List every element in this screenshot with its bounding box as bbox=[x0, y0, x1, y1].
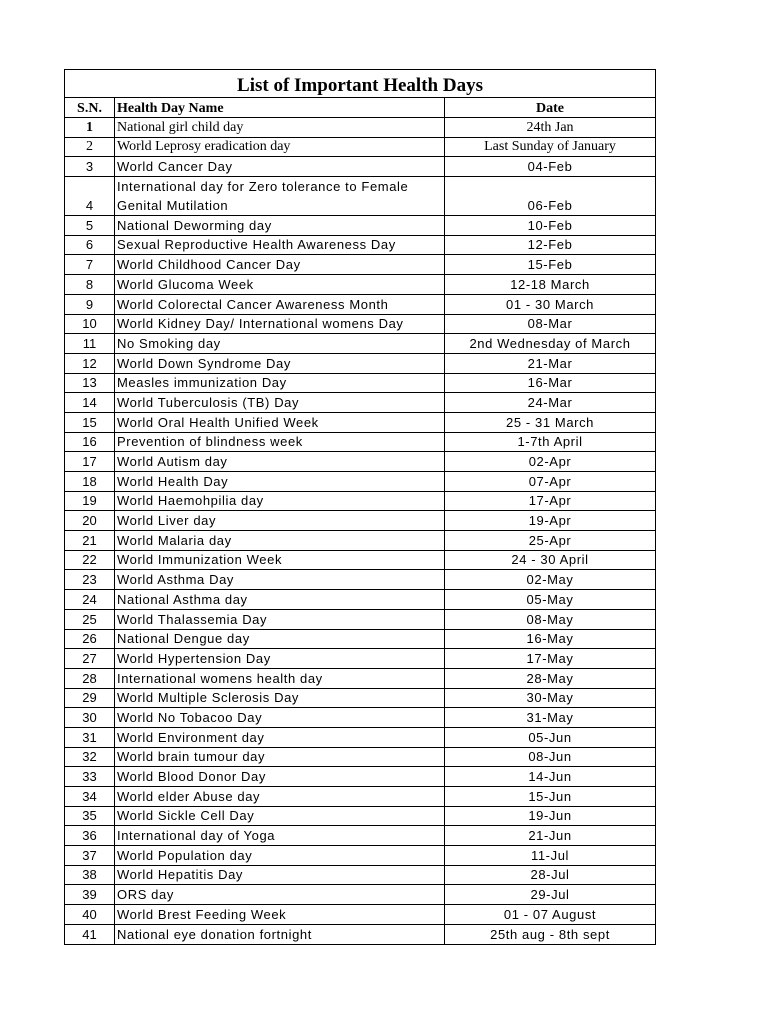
row-health-day-name: National Deworming day bbox=[115, 216, 445, 236]
table-row bbox=[65, 649, 656, 669]
row-health-day-name: National Dengue day bbox=[115, 629, 445, 649]
row-date: 17-May bbox=[445, 649, 656, 669]
table-row bbox=[65, 787, 656, 807]
row-date: 14-Jun bbox=[445, 767, 656, 787]
row-health-day-name: World Haemohpilia day bbox=[115, 491, 445, 511]
row-date: 30-May bbox=[445, 688, 656, 708]
row-sn: 40 bbox=[65, 905, 115, 925]
table-row bbox=[65, 157, 656, 177]
table-row bbox=[65, 118, 656, 138]
row-date: 06-Feb bbox=[445, 177, 656, 216]
row-sn: 14 bbox=[65, 393, 115, 413]
table-row bbox=[65, 531, 656, 551]
header-sn: S.N. bbox=[65, 98, 115, 118]
row-sn: 6 bbox=[65, 235, 115, 255]
row-date: 24th Jan bbox=[445, 118, 656, 138]
row-sn: 5 bbox=[65, 216, 115, 236]
row-sn: 15 bbox=[65, 412, 115, 432]
row-health-day-name: World Tuberculosis (TB) Day bbox=[115, 393, 445, 413]
row-date: 1-7th April bbox=[445, 432, 656, 452]
row-date: 16-May bbox=[445, 629, 656, 649]
row-sn: 38 bbox=[65, 865, 115, 885]
row-health-day-name: World Glucoma Week bbox=[115, 275, 445, 295]
row-date: 08-Mar bbox=[445, 314, 656, 334]
row-health-day-name: World Malaria day bbox=[115, 531, 445, 551]
row-sn: 9 bbox=[65, 294, 115, 314]
row-health-day-name: World brain tumour day bbox=[115, 747, 445, 767]
row-date: 12-Feb bbox=[445, 235, 656, 255]
row-sn: 24 bbox=[65, 590, 115, 610]
row-date: 31-May bbox=[445, 708, 656, 728]
row-sn: 41 bbox=[65, 924, 115, 944]
row-sn: 16 bbox=[65, 432, 115, 452]
table-row bbox=[65, 727, 656, 747]
row-date: 2nd Wednesday of March bbox=[445, 334, 656, 354]
table-row bbox=[65, 570, 656, 590]
table-row bbox=[65, 432, 656, 452]
table-row bbox=[65, 353, 656, 373]
table-row bbox=[65, 275, 656, 295]
row-health-day-name: World Multiple Sclerosis Day bbox=[115, 688, 445, 708]
row-sn: 20 bbox=[65, 511, 115, 531]
row-date: 02-Apr bbox=[445, 452, 656, 472]
row-sn: 8 bbox=[65, 275, 115, 295]
table-row bbox=[65, 629, 656, 649]
table-row bbox=[65, 255, 656, 275]
row-health-day-name: No Smoking day bbox=[115, 334, 445, 354]
row-health-day-name: World Population day bbox=[115, 846, 445, 866]
row-health-day-name: World Thalassemia Day bbox=[115, 609, 445, 629]
table-row bbox=[65, 885, 656, 905]
row-sn: 23 bbox=[65, 570, 115, 590]
table-row bbox=[65, 609, 656, 629]
row-sn: 39 bbox=[65, 885, 115, 905]
table-row bbox=[65, 393, 656, 413]
row-health-day-name: National Asthma day bbox=[115, 590, 445, 610]
row-date: 16-Mar bbox=[445, 373, 656, 393]
row-health-day-name: World Cancer Day bbox=[115, 157, 445, 177]
table-row bbox=[65, 294, 656, 314]
row-date: 05-May bbox=[445, 590, 656, 610]
row-sn: 1 bbox=[65, 118, 115, 138]
row-health-day-name: World Autism day bbox=[115, 452, 445, 472]
row-date: 04-Feb bbox=[445, 157, 656, 177]
row-date: 07-Apr bbox=[445, 472, 656, 492]
table-row bbox=[65, 216, 656, 236]
row-health-day-name: Prevention of blindness week bbox=[115, 432, 445, 452]
row-date: 24 - 30 April bbox=[445, 550, 656, 570]
row-health-day-name: International womens health day bbox=[115, 668, 445, 688]
row-health-day-name: Measles immunization Day bbox=[115, 373, 445, 393]
row-health-day-name: World Kidney Day/ International womens Day bbox=[115, 314, 445, 334]
row-sn: 25 bbox=[65, 609, 115, 629]
row-sn: 34 bbox=[65, 787, 115, 807]
row-sn: 27 bbox=[65, 649, 115, 669]
row-sn: 2 bbox=[65, 137, 115, 157]
row-date: 25 - 31 March bbox=[445, 412, 656, 432]
row-date: 21-Jun bbox=[445, 826, 656, 846]
table-row bbox=[65, 924, 656, 944]
row-health-day-name: World Brest Feeding Week bbox=[115, 905, 445, 925]
row-sn: 18 bbox=[65, 472, 115, 492]
row-date: 12-18 March bbox=[445, 275, 656, 295]
row-date: 11-Jul bbox=[445, 846, 656, 866]
table-row bbox=[65, 767, 656, 787]
row-date: 24-Mar bbox=[445, 393, 656, 413]
table-row bbox=[65, 747, 656, 767]
row-sn: 12 bbox=[65, 353, 115, 373]
row-date: 28-Jul bbox=[445, 865, 656, 885]
row-sn: 35 bbox=[65, 806, 115, 826]
row-health-day-name: World Colorectal Cancer Awareness Month bbox=[115, 294, 445, 314]
row-health-day-name: World Childhood Cancer Day bbox=[115, 255, 445, 275]
table-row bbox=[65, 708, 656, 728]
table-row bbox=[65, 137, 656, 157]
row-health-day-name: National girl child day bbox=[115, 118, 445, 138]
row-sn: 7 bbox=[65, 255, 115, 275]
table-row bbox=[65, 590, 656, 610]
row-date: 05-Jun bbox=[445, 727, 656, 747]
row-sn: 37 bbox=[65, 846, 115, 866]
row-sn: 10 bbox=[65, 314, 115, 334]
row-sn: 36 bbox=[65, 826, 115, 846]
table-row bbox=[65, 688, 656, 708]
table-body bbox=[65, 118, 656, 945]
row-health-day-name: International day for Zero tolerance to Female Genital Mutilation bbox=[115, 177, 445, 216]
row-date: 29-Jul bbox=[445, 885, 656, 905]
title-row bbox=[65, 70, 656, 98]
table-row bbox=[65, 668, 656, 688]
row-sn: 13 bbox=[65, 373, 115, 393]
row-date: 25th aug - 8th sept bbox=[445, 924, 656, 944]
row-health-day-name: World Sickle Cell Day bbox=[115, 806, 445, 826]
row-health-day-name: World Leprosy eradication day bbox=[115, 137, 445, 157]
row-date: 19-Apr bbox=[445, 511, 656, 531]
table-row bbox=[65, 846, 656, 866]
row-date: 02-May bbox=[445, 570, 656, 590]
table-row bbox=[65, 865, 656, 885]
row-sn: 3 bbox=[65, 157, 115, 177]
table-row bbox=[65, 550, 656, 570]
row-date: 10-Feb bbox=[445, 216, 656, 236]
row-health-day-name: ORS day bbox=[115, 885, 445, 905]
row-sn: 4 bbox=[65, 177, 115, 216]
row-sn: 19 bbox=[65, 491, 115, 511]
row-health-day-name: World Oral Health Unified Week bbox=[115, 412, 445, 432]
table-row bbox=[65, 373, 656, 393]
row-sn: 29 bbox=[65, 688, 115, 708]
row-health-day-name: World Asthma Day bbox=[115, 570, 445, 590]
row-date: 28-May bbox=[445, 668, 656, 688]
table-row bbox=[65, 452, 656, 472]
row-health-day-name: World Hepatitis Day bbox=[115, 865, 445, 885]
row-health-day-name: World Environment day bbox=[115, 727, 445, 747]
row-health-day-name: World elder Abuse day bbox=[115, 787, 445, 807]
row-date: 08-Jun bbox=[445, 747, 656, 767]
row-sn: 17 bbox=[65, 452, 115, 472]
row-health-day-name: World Immunization Week bbox=[115, 550, 445, 570]
row-sn: 31 bbox=[65, 727, 115, 747]
row-date: 15-Jun bbox=[445, 787, 656, 807]
row-health-day-name: World Hypertension Day bbox=[115, 649, 445, 669]
header-row bbox=[65, 98, 656, 118]
row-date: 08-May bbox=[445, 609, 656, 629]
row-date: Last Sunday of January bbox=[445, 137, 656, 157]
row-sn: 33 bbox=[65, 767, 115, 787]
row-date: 17-Apr bbox=[445, 491, 656, 511]
row-date: 01 - 30 March bbox=[445, 294, 656, 314]
row-sn: 21 bbox=[65, 531, 115, 551]
table-row bbox=[65, 491, 656, 511]
table-row bbox=[65, 806, 656, 826]
row-health-day-name: World Down Syndrome Day bbox=[115, 353, 445, 373]
table-row bbox=[65, 177, 656, 216]
row-date: 19-Jun bbox=[445, 806, 656, 826]
table-row bbox=[65, 412, 656, 432]
row-sn: 28 bbox=[65, 668, 115, 688]
row-health-day-name: International day of Yoga bbox=[115, 826, 445, 846]
row-date: 21-Mar bbox=[445, 353, 656, 373]
table-row bbox=[65, 905, 656, 925]
row-sn: 22 bbox=[65, 550, 115, 570]
table-row bbox=[65, 472, 656, 492]
row-sn: 30 bbox=[65, 708, 115, 728]
row-health-day-name: World No Tobacoo Day bbox=[115, 708, 445, 728]
table-row bbox=[65, 511, 656, 531]
row-sn: 32 bbox=[65, 747, 115, 767]
header-name: Health Day Name bbox=[115, 98, 445, 118]
row-health-day-name: National eye donation fortnight bbox=[115, 924, 445, 944]
table-row bbox=[65, 334, 656, 354]
row-date: 01 - 07 August bbox=[445, 905, 656, 925]
header-date: Date bbox=[445, 98, 656, 118]
row-date: 25-Apr bbox=[445, 531, 656, 551]
row-health-day-name: World Blood Donor Day bbox=[115, 767, 445, 787]
row-date: 15-Feb bbox=[445, 255, 656, 275]
row-health-day-name: Sexual Reproductive Health Awareness Day bbox=[115, 235, 445, 255]
row-health-day-name: World Health Day bbox=[115, 472, 445, 492]
row-health-day-name: World Liver day bbox=[115, 511, 445, 531]
row-sn: 11 bbox=[65, 334, 115, 354]
table-row bbox=[65, 314, 656, 334]
page-title: List of Important Health Days bbox=[65, 70, 656, 98]
row-sn: 26 bbox=[65, 629, 115, 649]
table-row bbox=[65, 235, 656, 255]
table-row bbox=[65, 826, 656, 846]
health-days-table bbox=[64, 69, 656, 945]
